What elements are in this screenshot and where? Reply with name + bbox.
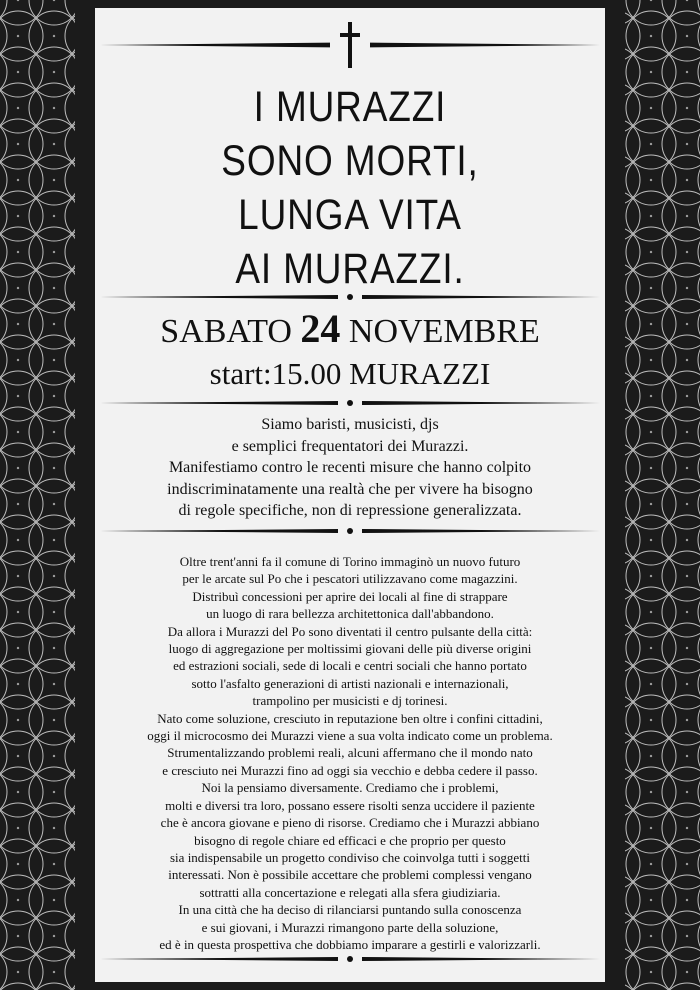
date-day: 24 bbox=[300, 306, 341, 351]
circle-pattern-left bbox=[0, 0, 75, 990]
body-line: e sui giovani, i Murazzi rimangono parte della soluzione, bbox=[201, 919, 499, 935]
diamond-dot-icon bbox=[100, 952, 600, 966]
divider-3 bbox=[100, 524, 600, 538]
body-line: ed è in questa prospettiva che dobbiamo imparare a gestirli e valorizzarli. bbox=[159, 936, 541, 952]
intro-line: Manifestiamo contro le recenti misure che hanno colpito bbox=[168, 459, 532, 476]
divider-1 bbox=[100, 290, 600, 304]
headline-line-2: SONO MORTI, bbox=[221, 137, 479, 185]
intro-line: Siamo baristi, musicisti, djs bbox=[261, 416, 439, 433]
body-line: trampolino per musicisti e dj torinesi. bbox=[252, 693, 448, 709]
body-line: che è ancora giovane e pieno di risorse. Crediamo che i Murazzi abbiano bbox=[160, 815, 540, 831]
intro-line: di regole specifiche, non di repressione generalizzata. bbox=[178, 502, 522, 519]
divider-2 bbox=[100, 396, 600, 410]
poster-panel bbox=[95, 8, 605, 982]
body-line: ed estrazioni sociali, sede di locali e centri sociali che hanno portato bbox=[173, 658, 527, 674]
body-line: sottratti alla concertazione e relegati alla sfera giudiziaria. bbox=[199, 884, 501, 900]
intro-paragraph bbox=[107, 414, 593, 522]
body-line: e cresciuto nei Murazzi fino ad oggi sia vecchio e debba cedere il passo. bbox=[162, 762, 538, 778]
top-divider bbox=[100, 41, 600, 49]
body-line: bisogno di regole chiare ed efficaci e che proprio per questo bbox=[194, 832, 506, 848]
body-line: Noi la pensiamo diversamente. Crediamo che i problemi, bbox=[201, 780, 499, 796]
date-suffix: NOVEMBRE bbox=[340, 313, 540, 350]
intro-line: e semplici frequentatori dei Murazzi. bbox=[231, 437, 469, 455]
body-line: Nato come soluzione, cresciuto in reputazione ben oltre i confini cittadini, bbox=[157, 710, 543, 726]
headline-line-1: I MURAZZI bbox=[253, 83, 447, 131]
body-line: luogo di aggregazione per moltissimi giovani delle più diverse origini bbox=[168, 641, 532, 657]
date-prefix: SABATO bbox=[160, 313, 301, 350]
body-line: un luogo di rara bellezza architettonica dall'abbandono. bbox=[206, 606, 494, 622]
left-ornamental-border bbox=[0, 0, 75, 990]
headline-line-4: AI MURAZZI. bbox=[235, 245, 465, 293]
start-time: start:15.00 MURAZZI bbox=[209, 356, 491, 391]
circle-pattern-right bbox=[625, 0, 700, 990]
body-line: interessati. Non è possibile accettare che problemi complessi vengano bbox=[168, 867, 532, 883]
diamond-dot-icon bbox=[100, 290, 600, 304]
event-date bbox=[95, 308, 605, 353]
body-line: molti e diversi tra loro, possano essere risolti senza uccidere il paziente bbox=[165, 797, 535, 813]
diamond-dot-icon bbox=[100, 524, 600, 538]
headline bbox=[95, 80, 605, 296]
right-ornamental-border bbox=[625, 0, 700, 990]
body-line: sotto l'asfalto generazioni di artisti nazionali e internazionali, bbox=[191, 675, 509, 691]
manifesto-text bbox=[105, 553, 595, 953]
body-line: per le arcate sul Po che i pescatori utilizzavano come magazzini. bbox=[182, 571, 518, 587]
body-line: Da allora i Murazzi del Po sono diventati il centro pulsante della città: bbox=[167, 623, 533, 639]
diamond-dot-icon bbox=[100, 396, 600, 410]
headline-line-3: LUNGA VITA bbox=[238, 191, 462, 239]
body-line: oggi il microcosmo dei Murazzi viene a sua volta indicato come un problema. bbox=[147, 728, 553, 744]
body-line: sia indispensabile un progetto condiviso che coinvolga tutti i soggetti bbox=[170, 849, 530, 865]
body-line: Oltre trent'anni fa il comune di Torino immaginò un nuovo futuro bbox=[179, 554, 521, 569]
intro-line: indiscriminatamente una realtà che per vivere ha bisogno bbox=[167, 480, 533, 498]
body-line: Distribuì concessioni per aprire dei locali al fine di strappare bbox=[192, 588, 508, 604]
body-line: Strumentalizzando problemi reali, alcuni affermano che il mondo nato bbox=[167, 745, 533, 761]
bottom-divider bbox=[100, 952, 600, 966]
body-line: In una città che ha deciso di rilanciarsi puntando sulla conoscenza bbox=[178, 902, 522, 918]
